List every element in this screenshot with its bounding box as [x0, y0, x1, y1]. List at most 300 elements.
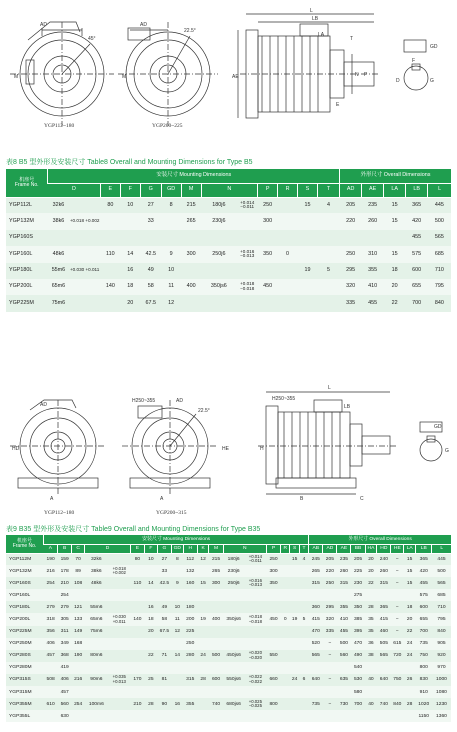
cell: 205	[323, 553, 337, 565]
col-header-n9: N	[223, 544, 266, 553]
col-header-ad9: AD	[323, 544, 337, 553]
cell-f: 16	[120, 263, 140, 279]
overall-dimensions-header-9: 外形尺寸 Overall Dimensions	[309, 535, 451, 544]
cell: 254	[58, 589, 72, 601]
cell: 970	[432, 662, 451, 674]
cell	[281, 589, 290, 601]
cell: 16	[171, 698, 183, 710]
cell: 40	[365, 698, 377, 710]
cell-gd: 8	[161, 197, 181, 213]
cell: −	[323, 638, 337, 650]
cell	[290, 638, 299, 650]
cell	[299, 710, 308, 722]
cell: 305	[58, 613, 72, 625]
col-header-t: T	[317, 183, 339, 197]
cell-lb: 575	[406, 246, 428, 262]
cell: 265	[209, 565, 223, 577]
cell	[309, 589, 323, 601]
cell: 6	[299, 674, 308, 686]
frame-cell: YGP225M	[6, 295, 48, 311]
table-row	[6, 613, 451, 625]
cell	[290, 662, 299, 674]
cell-ntol: +0.018 −0.018	[237, 279, 258, 295]
cell	[44, 589, 58, 601]
cell: 700	[416, 626, 432, 638]
cell: 730	[337, 698, 351, 710]
cell: 216	[44, 565, 58, 577]
cell: 315	[377, 577, 391, 589]
cell-e	[100, 295, 120, 311]
cell	[391, 710, 404, 722]
table-row	[6, 553, 451, 565]
cell: 10	[171, 601, 183, 613]
cell: 455	[337, 626, 351, 638]
mounting-dimensions-header: 安装尺寸 Mounting Dimensions	[48, 169, 340, 183]
cell	[281, 710, 290, 722]
figure-caption-2a: YGP112~180	[44, 510, 75, 516]
table-row	[6, 638, 451, 650]
figure-caption-1a: YGP112~180	[44, 123, 75, 129]
cell: 315	[337, 577, 351, 589]
cell-la: 15	[384, 246, 406, 262]
cell-s	[298, 279, 318, 295]
frame-cell: YGP225M	[6, 626, 44, 638]
cell: 18	[404, 601, 416, 613]
cell: 235	[337, 553, 351, 565]
cell: 80	[130, 553, 144, 565]
cell: 315	[309, 577, 323, 589]
cell-s	[298, 295, 318, 311]
cell: 121	[72, 601, 85, 613]
table-row	[6, 626, 451, 638]
cell-dtol	[69, 197, 100, 213]
cell: 710	[432, 601, 451, 613]
cell: 550	[266, 650, 280, 662]
overall-dimensions-header: 外形尺寸 Overall Dimensions	[340, 169, 451, 183]
cell-f: 14	[120, 246, 140, 262]
cell	[197, 662, 209, 674]
cell	[108, 577, 130, 589]
cell: 24	[404, 638, 416, 650]
cell	[377, 710, 391, 722]
cell: 1020	[416, 698, 432, 710]
cell-p	[258, 263, 278, 279]
cell	[337, 686, 351, 698]
cell	[299, 626, 308, 638]
cell: 254	[44, 577, 58, 589]
cell	[144, 662, 157, 674]
col-header-lb: LB	[406, 183, 428, 197]
cell	[223, 638, 244, 650]
cell: 108	[72, 577, 85, 589]
cell	[157, 662, 171, 674]
cell: 450js6	[223, 650, 244, 662]
cell	[108, 650, 130, 662]
col-header-hd9: HD	[377, 544, 391, 553]
table-row	[6, 589, 451, 601]
dim-label-d: D	[396, 78, 400, 84]
cell: 295	[323, 601, 337, 613]
cell: 640	[309, 674, 323, 686]
cell	[223, 626, 244, 638]
cell	[290, 601, 299, 613]
frame-cell: YGP180L	[6, 263, 48, 279]
table-row	[6, 197, 451, 213]
cell-lb: 455	[406, 230, 428, 246]
cell: 20	[144, 626, 157, 638]
cell: 28	[365, 601, 377, 613]
cell	[365, 710, 377, 722]
cell: 500	[432, 565, 451, 577]
cell: 505	[377, 638, 391, 650]
cell-e	[100, 263, 120, 279]
frame-cell: YGP355M	[6, 698, 44, 710]
cell	[281, 650, 290, 662]
cell	[244, 686, 266, 698]
cell: 132	[183, 565, 197, 577]
cell: 520	[309, 638, 323, 650]
cell-m	[181, 295, 201, 311]
cell: 320	[323, 613, 337, 625]
cell: 830	[416, 674, 432, 686]
cell: −	[391, 613, 404, 625]
cell: 385	[351, 613, 365, 625]
cell: 15	[197, 577, 209, 589]
frame-cell: YGP160S	[6, 577, 44, 589]
cell	[377, 589, 391, 601]
cell: 565	[432, 577, 451, 589]
cell	[108, 589, 130, 601]
cell: 740	[377, 698, 391, 710]
table8-caption: 表8 B5 型外形及安装尺寸 Table8 Overall and Mounting Dimensions for Type B5	[6, 159, 253, 166]
cell	[72, 686, 85, 698]
cell-ae: 410	[362, 279, 384, 295]
cell-n: 350js6	[201, 279, 237, 295]
cell: 455	[416, 577, 432, 589]
cell: 1150	[416, 710, 432, 722]
cell	[223, 662, 244, 674]
cell: 735	[309, 698, 323, 710]
cell	[244, 565, 266, 577]
cell	[144, 686, 157, 698]
cell-d	[48, 230, 69, 246]
cell-dtol: +0.018 +0.002	[69, 213, 100, 229]
cell: 15	[404, 553, 416, 565]
cell: 24	[290, 674, 299, 686]
cell-m	[181, 230, 201, 246]
cell-dtol	[69, 295, 100, 311]
col-header-d: D	[48, 183, 100, 197]
cell: 5	[299, 613, 308, 625]
col-header-m9: M	[209, 544, 223, 553]
cell	[108, 626, 130, 638]
cell: 245	[309, 553, 323, 565]
cell: 530	[351, 674, 365, 686]
col-header-la9: LA	[404, 544, 416, 553]
cell: 26	[404, 674, 416, 686]
cell: 685	[432, 589, 451, 601]
cell: 28	[144, 698, 157, 710]
cell: 445	[432, 553, 451, 565]
cell: 22	[144, 650, 157, 662]
cell: 9	[171, 577, 183, 589]
cell: 840	[432, 626, 451, 638]
cell: 190	[44, 553, 58, 565]
cell-f: 20	[120, 295, 140, 311]
cell: 112	[183, 553, 197, 565]
cell	[197, 638, 209, 650]
cell	[157, 638, 171, 650]
cell: −	[323, 698, 337, 710]
cell	[290, 686, 299, 698]
table-row	[6, 279, 451, 295]
cell	[281, 626, 290, 638]
cell	[130, 686, 144, 698]
cell: 318	[44, 613, 58, 625]
cell: 350js6	[223, 613, 244, 625]
cell	[44, 710, 58, 722]
cell: 1360	[432, 710, 451, 722]
cell	[266, 638, 280, 650]
cell: −	[391, 565, 404, 577]
cell: 20	[365, 565, 377, 577]
cell-m: 215	[181, 197, 201, 213]
cell: 210	[130, 698, 144, 710]
cell: 100m6	[85, 698, 108, 710]
cell	[144, 589, 157, 601]
col-header-f9: F	[144, 544, 157, 553]
cell: 680js6	[223, 698, 244, 710]
cell: 540	[351, 662, 365, 674]
cell: 575	[416, 589, 432, 601]
cell	[130, 638, 144, 650]
cell: 14	[171, 650, 183, 662]
cell: 910	[416, 686, 432, 698]
cell-r: 0	[278, 246, 298, 262]
cell-n	[201, 295, 237, 311]
frame-cell: YGP315M	[6, 686, 44, 698]
cell	[244, 710, 266, 722]
cell: 1230	[432, 698, 451, 710]
dim-label-lb-b: LB	[344, 404, 351, 410]
col-header-bb9: BB	[351, 544, 365, 553]
angle-label-225: 22.5°	[184, 28, 196, 34]
cell: 40	[365, 674, 377, 686]
cell-l: 565	[428, 230, 451, 246]
col-header-gd: GD	[161, 183, 181, 197]
cell-ntol	[237, 295, 258, 311]
cell-ad: 335	[340, 295, 362, 311]
cell-g: 49	[140, 263, 161, 279]
cell: 67.5	[157, 626, 171, 638]
dim-label-f: F	[412, 58, 416, 64]
cell	[108, 638, 130, 650]
cell: 4	[299, 553, 308, 565]
cell-p	[258, 295, 278, 311]
col-header-k9: K	[197, 544, 209, 553]
table-row	[6, 295, 451, 311]
cell-m: 265	[181, 213, 201, 229]
cell	[171, 710, 183, 722]
col-header-p9: P	[266, 544, 280, 553]
cell: 740	[209, 698, 223, 710]
dim-label-h: H	[260, 446, 264, 452]
cell-ad: 205	[340, 197, 362, 213]
dim-label-m-1: M	[14, 74, 19, 80]
cell	[323, 662, 337, 674]
cell-dtol	[69, 230, 100, 246]
cell: 205	[351, 553, 365, 565]
cell	[299, 638, 308, 650]
frame-header-9: 机座号 Frame No.	[6, 535, 44, 553]
cell: 10	[144, 553, 157, 565]
cell-gd: 9	[161, 246, 181, 262]
frame-cell: YGP132M	[6, 213, 48, 229]
cell-e: 80	[100, 197, 120, 213]
cell-ntol: +0.016 −0.013	[237, 246, 258, 262]
dim-label-a-1: A	[50, 496, 54, 502]
cell: 500	[209, 650, 223, 662]
cell	[223, 589, 244, 601]
frame-cell: YGP180L	[6, 601, 44, 613]
cell	[108, 601, 130, 613]
dim-label-ad-3: AD	[40, 402, 47, 408]
cell: 335	[323, 626, 337, 638]
cell	[266, 626, 280, 638]
cell	[130, 565, 144, 577]
cell: −	[323, 650, 337, 662]
dim-label-e: E	[336, 102, 340, 108]
cell-e: 140	[100, 279, 120, 295]
cell-ad: 250	[340, 246, 362, 262]
col-header-s9: S	[290, 544, 299, 553]
frame-header: 机座号 Frame No.	[6, 169, 48, 197]
cell-t: 4	[317, 197, 339, 213]
cell-p: 450	[258, 279, 278, 295]
cell	[323, 686, 337, 698]
cell	[299, 686, 308, 698]
cell-ntol	[237, 213, 258, 229]
angle-label-225-b: 22.5°	[198, 408, 210, 414]
cell	[391, 589, 404, 601]
cell: 600	[209, 674, 223, 686]
cell	[299, 650, 308, 662]
cell	[365, 686, 377, 698]
cell-lb: 655	[406, 279, 428, 295]
cell	[209, 686, 223, 698]
cell	[144, 565, 157, 577]
table9	[6, 535, 451, 722]
frame-cell: YGP200L	[6, 613, 44, 625]
cell: 216	[72, 674, 85, 686]
cell: 720	[391, 650, 404, 662]
cell-lb: 365	[406, 197, 428, 213]
cell	[130, 601, 144, 613]
cell-ad: 220	[340, 213, 362, 229]
cell-lb: 600	[406, 263, 428, 279]
cell	[157, 686, 171, 698]
col-header-m: M	[181, 183, 201, 197]
cell-m: 400	[181, 279, 201, 295]
col-header-ae9: AE	[337, 544, 351, 553]
cell-la: 18	[384, 263, 406, 279]
cell: 42.5	[157, 577, 171, 589]
cell: 170	[130, 674, 144, 686]
cell	[209, 662, 223, 674]
cell: 19	[290, 613, 299, 625]
table-row	[6, 246, 451, 262]
cell: 11	[171, 613, 183, 625]
table-row	[6, 601, 451, 613]
cell	[391, 686, 404, 698]
cell: 565	[377, 650, 391, 662]
cell-dtol: +0.030 +0.011	[69, 263, 100, 279]
cell	[404, 662, 416, 674]
cell: 250	[183, 638, 197, 650]
cell: 180	[183, 601, 197, 613]
cell: 350	[351, 601, 365, 613]
cell: 300	[266, 565, 280, 577]
frame-cell: YGP160S	[6, 230, 48, 246]
cell	[171, 565, 183, 577]
cell: 490	[351, 650, 365, 662]
cell	[209, 710, 223, 722]
cell-t: 5	[317, 263, 339, 279]
dim-label-gd: GD	[430, 44, 438, 50]
cell	[290, 626, 299, 638]
col-header-t9: T	[299, 544, 308, 553]
cell: −	[323, 674, 337, 686]
cell	[299, 589, 308, 601]
cell-lb: 420	[406, 213, 428, 229]
cell	[171, 662, 183, 674]
cell: 457	[44, 650, 58, 662]
cell-ae: 355	[362, 263, 384, 279]
table-row	[6, 230, 451, 246]
cell	[130, 662, 144, 674]
cell: 19	[197, 613, 209, 625]
cell: 368	[58, 650, 72, 662]
cell: 630	[58, 710, 72, 722]
cell: +0.025 −0.025	[244, 698, 266, 710]
cell: 200	[183, 613, 197, 625]
cell	[299, 601, 308, 613]
cell: 560	[58, 698, 72, 710]
cell	[130, 650, 144, 662]
table-row	[6, 674, 451, 686]
cell	[309, 686, 323, 698]
cell	[108, 698, 130, 710]
dim-label-c: C	[360, 496, 364, 502]
b35-technical-drawing	[0, 385, 457, 518]
cell: 355	[183, 698, 197, 710]
cell	[404, 686, 416, 698]
cell-n	[201, 230, 237, 246]
cell-p	[258, 230, 278, 246]
cell	[108, 553, 130, 565]
cell: 20	[365, 553, 377, 565]
cell	[244, 638, 266, 650]
cell-p: 350	[258, 246, 278, 262]
cell: 311	[58, 626, 72, 638]
cell: 90m6	[85, 674, 108, 686]
cell	[130, 626, 144, 638]
cell-gd	[161, 230, 181, 246]
cell	[72, 710, 85, 722]
dim-label-lb: LB	[312, 16, 319, 22]
cell: 365	[416, 553, 432, 565]
cell: 24	[404, 650, 416, 662]
